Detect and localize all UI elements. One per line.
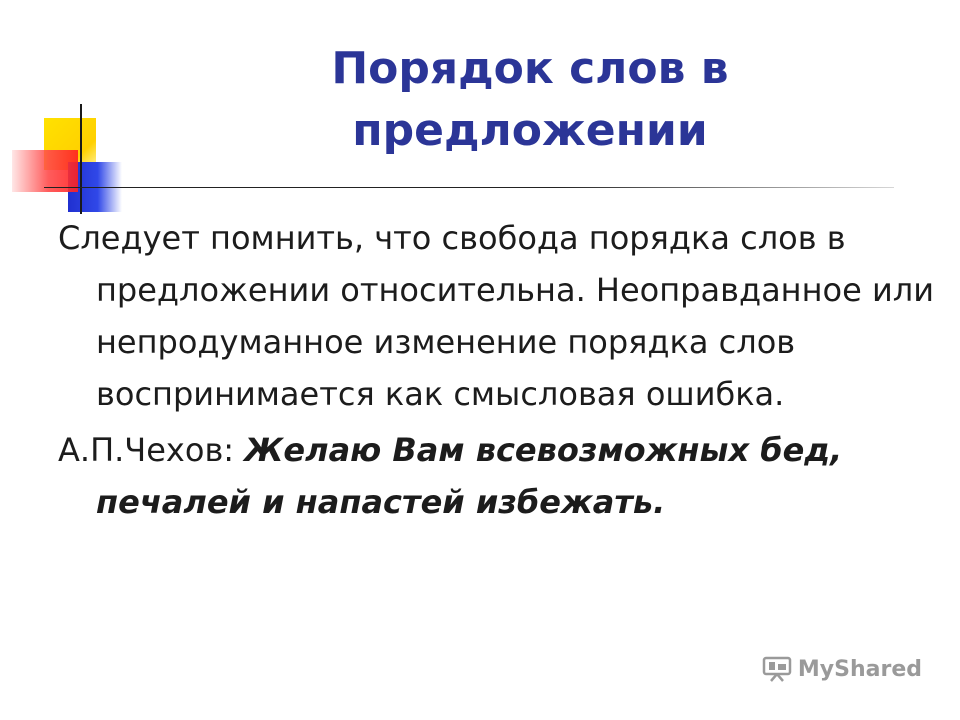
decor-red-square [12,150,78,192]
quote-author: А.П.Чехов: [58,431,245,469]
slide-title: Порядок слов в предложении [331,43,729,156]
slide-body [58,212,938,528]
body-paragraph-2 [58,424,938,528]
title-underline [44,187,894,188]
chekhov-quote: Желаю Вам всевозможных бед, печалей и напастей избежать. [96,431,843,521]
watermark-text: MyShared [797,656,922,682]
decor-vertical-line [80,104,82,214]
watermark [762,656,922,682]
body-paragraph-1: Следует помнить, что свобода порядка слов в предложении относительна. Неоправданное или непродуманное изменение порядка слов воспринимается как смысловая ошибка. [58,219,934,413]
presentation-board-icon [762,656,792,682]
